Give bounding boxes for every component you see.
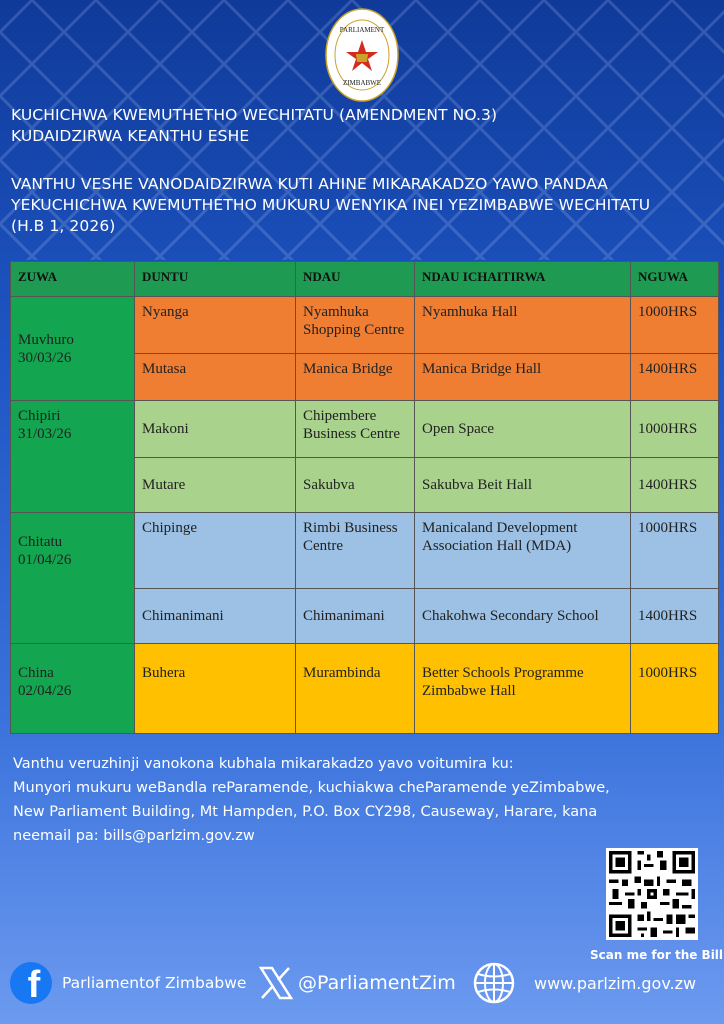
x-label: @ParliamentZim [298, 972, 456, 994]
schedule-table-wrapper [10, 261, 718, 734]
day-name: Muvhuro [18, 331, 74, 348]
subtitle-line: YEKUCHICHWA KWEMUTHETHO MUKURU WENYIKA INEI YEZIMBABWE WECHITATU [11, 196, 651, 214]
time-cell: 1000HRS [631, 513, 719, 589]
day-cell [11, 644, 135, 734]
header-zuwa: ZUWA [11, 262, 135, 297]
facebook-link[interactable] [10, 958, 246, 1008]
table-row [11, 401, 719, 458]
table-row [11, 513, 719, 589]
table-row [11, 644, 719, 734]
document-subtitle [11, 174, 716, 237]
ndau-cell: Rimbi Business Centre [296, 513, 415, 589]
day-date: 30/03/26 [18, 349, 72, 366]
parliament-logo [325, 8, 399, 102]
duntu-cell: Chipinge [135, 513, 296, 589]
venue-cell: Manicaland Development Association Hall (MDA) [415, 513, 631, 589]
duntu-cell: Mutasa [135, 354, 296, 401]
venue-cell: Manica Bridge Hall [415, 354, 631, 401]
duntu-cell: Buhera [135, 644, 296, 734]
header-ndau: NDAU [296, 262, 415, 297]
facebook-label: Parliamentof Zimbabwe [62, 974, 247, 992]
header-nguwa: NGUWA [631, 262, 719, 297]
x-logo-icon [258, 965, 294, 1001]
table-row [11, 297, 719, 354]
time-cell: 1000HRS [631, 401, 719, 458]
ndau-cell: Chimanimani [296, 589, 415, 644]
day-name: Chitatu [18, 534, 63, 550]
venue-cell: Nyamhuka Hall [415, 297, 631, 354]
ndau-cell: Manica Bridge [296, 354, 415, 401]
day-name: China [18, 665, 54, 681]
day-cell [11, 513, 135, 644]
logo-bottom-text: ZIMBABWE [342, 79, 382, 87]
contact-line: Munyori mukuru weBandla reParamende, kuchiakwa cheParamende yeZimbabwe, [13, 780, 610, 796]
website-label[interactable]: www.parlzim.gov.zw [534, 973, 697, 993]
qr-code[interactable] [606, 848, 698, 940]
day-date: 31/03/26 [18, 426, 72, 442]
globe-icon [472, 961, 516, 1005]
logo-top-text: PARLIAMENT [339, 26, 385, 34]
subtitle-line: (H.B 1, 2026) [11, 217, 116, 235]
schedule-table [10, 261, 719, 734]
duntu-cell: Mutare [135, 458, 296, 513]
facebook-icon: f [10, 962, 52, 1004]
venue-cell: Chakohwa Secondary School [415, 589, 631, 644]
time-cell: 1400HRS [631, 354, 719, 401]
time-cell: 1400HRS [631, 589, 719, 644]
ndau-cell: Nyamhuka Shopping Centre [296, 297, 415, 354]
ndau-cell: Sakubva [296, 458, 415, 513]
contact-line[interactable]: neemail pa: bills@parlzim.gov.zw [13, 828, 255, 844]
subtitle-line: VANTHU VESHE VANODAIDZIRWA KUTI AHINE MIKARAKADZO YAWO PANDAA [11, 175, 608, 193]
ndau-cell: Chipembere Business Centre [296, 401, 415, 458]
venue-cell: Open Space [415, 401, 631, 458]
duntu-cell: Makoni [135, 401, 296, 458]
day-cell [11, 297, 135, 401]
title-line: KUDAIDZIRWA KEANTHU ESHE [11, 127, 250, 145]
time-cell: 1000HRS [631, 297, 719, 354]
table-header-row [11, 262, 719, 297]
venue-cell: Better Schools Programme Zimbabwe Hall [415, 644, 631, 734]
website-link[interactable] [472, 958, 516, 1008]
day-name: Chipiri [18, 408, 61, 424]
ndau-cell: Murambinda [296, 644, 415, 734]
contact-info [13, 752, 663, 848]
time-cell: 1400HRS [631, 458, 719, 513]
day-date: 01/04/26 [18, 552, 72, 568]
venue-cell: Sakubva Beit Hall [415, 458, 631, 513]
duntu-cell: Chimanimani [135, 589, 296, 644]
header-duntu: DUNTU [135, 262, 296, 297]
duntu-cell: Nyanga [135, 297, 296, 354]
header-ndau-ichaitirwa: NDAU ICHAITIRWA [415, 262, 631, 297]
contact-line: New Parliament Building, Mt Hampden, P.O. Box CY298, Causeway, Harare, kana [13, 804, 598, 820]
time-cell: 1000HRS [631, 644, 719, 734]
day-date: 02/04/26 [18, 683, 72, 699]
x-link[interactable] [258, 958, 456, 1008]
document-title [11, 105, 711, 147]
contact-line: Vanthu veruzhinji vanokona kubhala mikarakadzo yavo voitumira ku: [13, 756, 514, 772]
day-cell [11, 401, 135, 513]
qr-caption: Scan me for the Bill [590, 948, 724, 962]
title-line: KUCHICHWA KWEMUTHETHO WECHITATU (AMENDMENT NO.3) [11, 106, 498, 124]
